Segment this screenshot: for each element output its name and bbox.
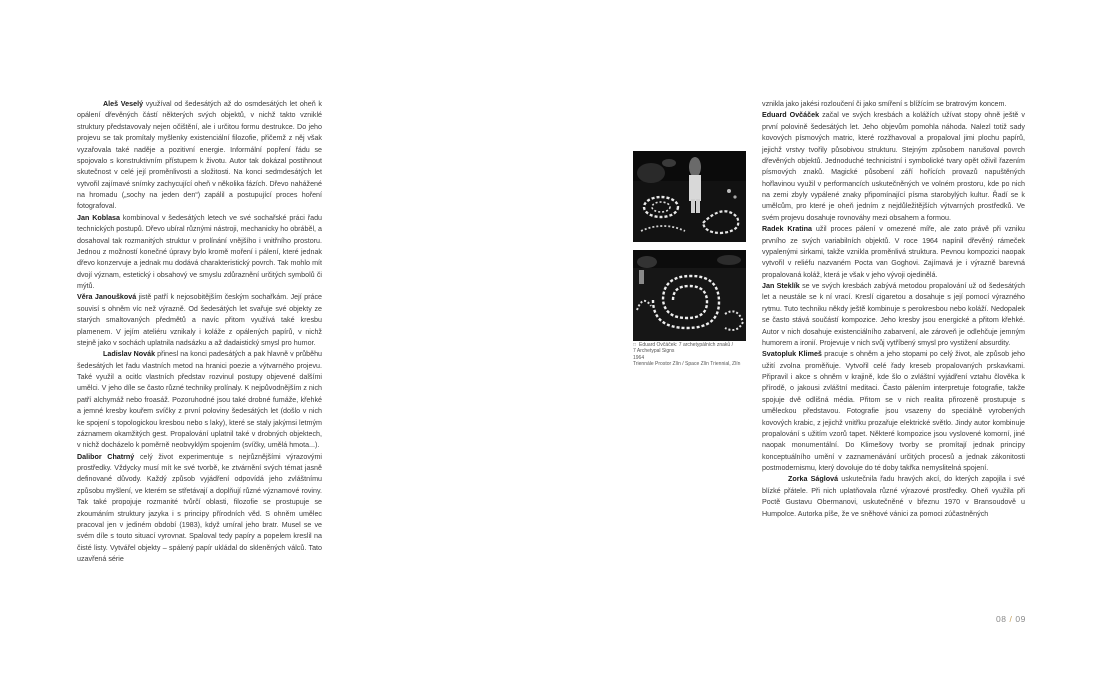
- paragraph: [762, 224, 1025, 281]
- artist-name: Zorka Ságlová: [788, 475, 839, 484]
- right-text-column: [762, 99, 1025, 520]
- caption-year: 1964: [633, 354, 645, 361]
- artist-name: Věra Janoušková: [77, 293, 137, 302]
- photo-fire-spiral-image: [633, 250, 746, 341]
- page-number-left: 08: [996, 614, 1007, 624]
- paragraph-text: celý život experimentuje s nejrůznějšími výrazovými prostředky. Vždycky musí mít ke své tvorbě, ke ztvárnění svých témat jasně definované důvody. Každý způsob vyjádření odpovídá jeho zvláštnímu způsobu myšlení, ve kterém se střetávají a doplňují různé významové roviny. Tak také propojuje rozmanité tvůrčí oblasti, filozofie se prostupuje se zkoumáním struktury jazyka i s principy přírodních věd. S ohněm umělec pracoval jen v jediném období (1983), když umíral jeho bratr. Musel se ve svém díle s touto situací vyrovnat. Spaloval tedy papíry a popelem kreslil na čisté listy. Vytvářel objekty – spálený papír ukládal do skleněných válců. Tato uzavřená série: [77, 452, 323, 563]
- paragraph: [77, 213, 322, 293]
- paragraph: [762, 99, 1025, 110]
- paragraph: [77, 99, 322, 213]
- paragraph-text: začal ve svých kresbách a kolážích užívat stopy ohně ještě v první polovině šedesátých let. Jeho objevům pomohla náhoda. Nalezl totiž sady kovových písmových matric, které rozžhavoval a propaloval jimi plochu papírů, jejichž vrstvy tvořily působivou strukturu. Stejným způsobem narušoval povrch dřevěných objektů. Jednoduché technicistní i symbolické tvary opět oživil řazením písmových znaků. Magické působení září hořících provazů napuštěných hořlavinou využil v performancích uskutečněných ve volném prostoru, kde po nich na zemi zbyly vypálené znaky připomínající písma starobylých kultur. Řadí se k umělcům, pro které je oheň jedním z nejdůležitějších výtvarných prostředků. Ve svém projevu dosahuje rovnováhy mezi obsahem a formou.: [762, 111, 1025, 222]
- paragraph-text: přinesl na konci padesátých a pak hlavně v průběhu šedesátých let řadu vlastních metod na hranici poezie a výtvarného projevu. Také využil a ocitlc vlastních představ rozvinul postupy objevené dalšími umělci. V jeho díle se často různé techniky prolínaly. K nejpůvodnějším z nich patří alchymáž nebo froasáž. Pozoruhodné jsou také drobné fumáže, křehké a jemné kresby kouřem svíčky z první poloviny šedesátých let (došlo v nich ke spojení s topologickou kresbou nebo s laky), které se staly jakýmsi letmým záznamem okamžitých gest. Propalování uplatnil také v drobných objektech, v nichž docházelo k poměrně neobvyklým spojením (svíčky, umělá hmota...).: [77, 350, 323, 450]
- photo-performance-top: [633, 151, 746, 242]
- paragraph: [762, 474, 1025, 520]
- paragraph: [762, 110, 1025, 224]
- paragraph: [77, 349, 322, 451]
- paragraph-text: vznikla jako jakési rozloučení či jako smíření s blížícím se bratrovým koncem.: [762, 100, 1007, 108]
- left-text-column: [77, 99, 322, 565]
- paragraph-text: kombinoval v šedesátých letech ve své sochařské práci řadu technických postupů. Dřevo ubíral různými nástroji, mechanicky ho obráběl, a dosahoval tak rozmanitých struktur v prolínání vnějšího i vnitřního prostoru. Jednou z možností konečné úpravy bylo kromě moření i pálení, které jednak dřevo konzervuje a jednak mu dodává charakteristický povrch. Tak mohlo mít dvojí význam, estetický i obsahový ve smyslu zdůraznění určitých symbolů či mýtů.: [77, 213, 323, 290]
- photo-fire-signs-image: [633, 151, 746, 242]
- paragraph-text: využíval od šedesátých až do osmdesátých let oheň k opálení dřevěných částí některých svých objektů, v nichž takto vzniklé struktury představovaly nejen očištění, ale i určitou formu destrukce. Do jeho projevu se tak promítaly myšlenky existenciální filozofie, přičemž z něj však vyzařovala také naděje a pozitivní energie. Informální popření řádu se spojovalo s konstruktivním přístupem k životu. Autor tak dokázal postihnout skutečnost v celé její proměnlivosti a složitosti. Na konci sedmdesátých let vytvořil zajímavé snímky zachycující oheň v několika fázích. Dřevo nahážené na hromadu („sochy na jeden den“) zapálil a postupující proces hoření fotografoval.: [77, 100, 322, 211]
- artist-name: Svatopluk Klimeš: [762, 350, 822, 359]
- paragraph: [77, 292, 322, 349]
- artist-name: Dalibor Chatrný: [77, 452, 135, 461]
- paragraph-text: se ve svých kresbách zabývá metodou propalování už od šedesátých let a neustále se k ní vrací. Kreslí cigaretou a dosahuje s její pomocí výrazného rytmu. Tuto techniku někdy ještě kombinuje s perokresbou nebo koláží. Nedopalek se často stává součástí kompozice. Jeho kresby jsou energické a přitom křehké. Autor v nich dosahuje existenciálního zabarvení, ale zároveň je odlehčuje jemným humorem a ironií. Projevuje v nich svůj vytříbený smysl pro vystižení absurdity.: [762, 282, 1026, 347]
- page-numbers: [996, 614, 1026, 624]
- paragraph-text: užil proces pálení v omezené míře, ale zato právě při vzniku prvního ze svých variabilních objektů. V roce 1964 napínil dřevěný rámeček vypalenými sirkami, takže vznikla proměnlivá struktura. Pevnou kompozici naopak vytvořil v reliéfu nazvaném Pocta van Goghovi. Zajímavá je i výrazně barevná propalovaná koláž, která je však v jeho vývoji ojedinělá.: [762, 225, 1026, 279]
- artist-name: Jan Steklík: [762, 282, 800, 290]
- artist-name: Eduard Ovčáček: [762, 111, 820, 120]
- caption-venue: Triennále Prostor Zlín / Space Zlín Triennial, Zlín: [633, 361, 741, 368]
- photo-caption: [633, 342, 753, 368]
- artist-name: Radek Kratina: [762, 225, 812, 234]
- paragraph: [762, 281, 1025, 349]
- page-number-separator: /: [1009, 614, 1013, 624]
- caption-mark: □: [633, 342, 637, 348]
- artist-name: Jan Koblasa: [77, 213, 120, 222]
- photo-performance-bottom: [633, 250, 746, 341]
- caption-title-en: 7 Archetypal Signs: [633, 348, 675, 355]
- paragraph-text: jistě patří k nejosobitějším českým sochařkám. Její práce souvisí s ohněm víc než výrazně. Od šedesátých let svařuje své objekty ze starých smaltovaných předmětů a navíc přitom využívá také kresbu plamenem. V jejím ateliéru vznikaly i koláže z opálených papírů, v nichž stejně jako v sochách uplatnila nadsázku a až dadaistický smysl pro humor.: [77, 293, 323, 347]
- paragraph: [762, 349, 1025, 474]
- paragraph-text: uskutečnila řadu hravých akcí, do kterých zapojila i své blízké přátele. Při nich uplatňovala různé výrazové prostředky. Oheň využila při Poctě Gustavu Obermanovi, uskutečněné v březnu 1970 v Bransoudově u Humpolce. Autorka píše, že ve sněhové vánici za pomoci zúčastněných: [762, 475, 1025, 518]
- paragraph: [77, 452, 322, 566]
- artist-name: Aleš Veselý: [103, 100, 144, 108]
- paragraph-text: pracuje s ohněm a jeho stopami po celý život, ale způsob jeho užití zvolna proměňuje. Vytvořil celé řady kreseb propalovaných prskavkami. Připravil i akce s ohněm v krajině, kde šlo o zvláštní vyjádření vztahu člověka k přírodě, o jakousi zvláštní meditaci. Často pálením interpretuje fotografie, takže spojuje dvě odlišná média. Přitom se v nich realita přirozeně prostupuje s uměleckou představou. Fotografie jsou vsazeny do speciálně vyrobených kovových krabic, z jejichž vnitřku prozařuje elektrické světlo. Jindy autor kombinuje propalování s užitím vzorů tapet. Některé kompozice jsou vyslovené komorní, jiné naopak monumentální. Do Klimešovy tvorby se promítají jednak principy konceptuálního umění v zaznamenávání určitých procesů a jednak zákonitosti postmodernismu, který dovoluje do té doby takřka nemyslitelná spojení.: [762, 350, 1026, 472]
- artist-name: Ladislav Novák: [103, 350, 156, 359]
- caption-title-cz: Eduard Ovčáček: 7 archetypálních znaků /: [639, 342, 733, 348]
- page-number-right: 09: [1015, 614, 1026, 624]
